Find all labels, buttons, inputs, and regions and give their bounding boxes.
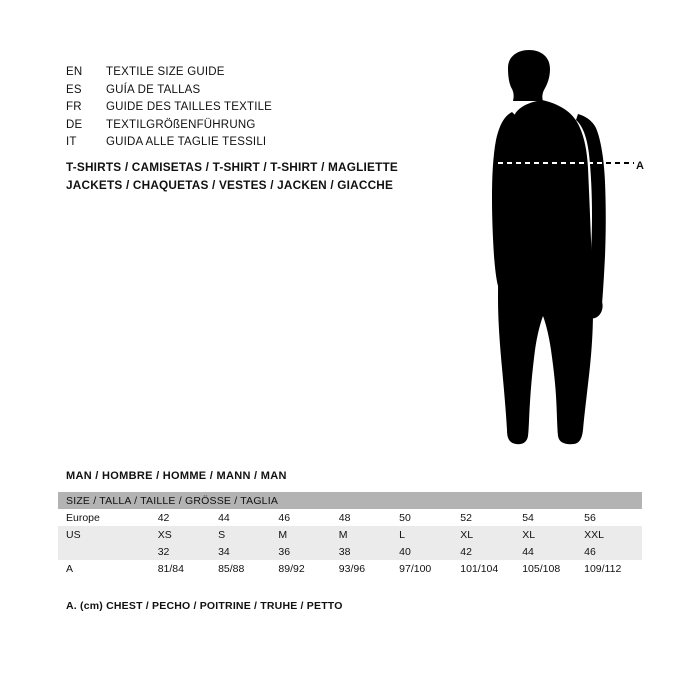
table-cell: M <box>335 526 395 543</box>
table-cell: 36 <box>274 543 334 560</box>
table-cell: 52 <box>456 509 518 526</box>
table-cell: 105/108 <box>518 560 580 577</box>
table-cell: 34 <box>214 543 274 560</box>
table-header-row <box>58 492 642 509</box>
language-row <box>66 119 426 137</box>
table-cell: XL <box>456 526 518 543</box>
row-label: Europe <box>58 509 154 526</box>
language-row <box>66 84 426 102</box>
silhouette-icon <box>430 50 670 450</box>
garment-category-jackets: JACKETS / CHAQUETAS / VESTES / JACKEN / GIACCHE <box>66 178 394 192</box>
language-code: DE <box>66 118 83 131</box>
language-title: TEXTILE SIZE GUIDE <box>106 66 225 78</box>
table-cell: M <box>274 526 334 543</box>
chest-measure-label: A <box>636 160 644 172</box>
table-cell: L <box>395 526 456 543</box>
table-cell: 93/96 <box>335 560 395 577</box>
language-row <box>66 101 426 119</box>
language-row <box>66 66 426 84</box>
garment-category-list <box>66 158 466 194</box>
table-row <box>58 509 642 526</box>
table-cell: 44 <box>518 543 580 560</box>
row-label: US <box>58 526 154 543</box>
garment-category-tshirts: T-SHIRTS / CAMISETAS / T-SHIRT / T-SHIRT / MAGLIETTE <box>66 160 398 174</box>
male-silhouette-figure <box>430 50 670 450</box>
table-header-label: SIZE / TALLA / TAILLE / GRÖSSE / TAGLIA <box>58 492 642 509</box>
language-code: EN <box>66 66 83 78</box>
table-cell: 50 <box>395 509 456 526</box>
size-table <box>58 492 642 577</box>
table-cell: XXL <box>580 526 642 543</box>
table-cell: XS <box>154 526 214 543</box>
table-cell: 46 <box>274 509 334 526</box>
table-cell: 40 <box>395 543 456 560</box>
table-cell: 46 <box>580 543 642 560</box>
language-list <box>66 66 426 154</box>
table-cell: 81/84 <box>154 560 214 577</box>
table-cell: 109/112 <box>580 560 642 577</box>
language-title: TEXTILGRÖßENFÜHRUNG <box>106 118 256 131</box>
table-row <box>58 560 642 577</box>
table-cell: S <box>214 526 274 543</box>
row-label: A <box>58 560 154 577</box>
language-title: GUIDA ALLE TAGLIE TESSILI <box>106 136 267 148</box>
table-group-title: MAN / HOMBRE / HOMME / MANN / MAN <box>66 470 287 482</box>
language-title: GUIDE DES TAILLES TEXTILE <box>106 101 273 113</box>
language-code: FR <box>66 101 82 113</box>
language-code: ES <box>66 83 82 96</box>
table-cell: XL <box>518 526 580 543</box>
measurement-footnote: A. (cm) CHEST / PECHO / POITRINE / TRUHE / PETTO <box>66 600 343 612</box>
table-cell: 85/88 <box>214 560 274 577</box>
table-cell: 54 <box>518 509 580 526</box>
table-cell: 48 <box>335 509 395 526</box>
table-cell: 97/100 <box>395 560 456 577</box>
table-cell: 32 <box>154 543 214 560</box>
table-row <box>58 526 642 543</box>
table-cell: 42 <box>154 509 214 526</box>
table-cell: 101/104 <box>456 560 518 577</box>
table-row <box>58 543 642 560</box>
table-cell: 89/92 <box>274 560 334 577</box>
table-cell: 42 <box>456 543 518 560</box>
table-cell: 44 <box>214 509 274 526</box>
language-code: IT <box>66 136 77 148</box>
row-label <box>58 543 154 560</box>
table-cell: 56 <box>580 509 642 526</box>
language-title: GUÍA DE TALLAS <box>106 83 201 96</box>
language-row <box>66 136 426 154</box>
table-cell: 38 <box>335 543 395 560</box>
